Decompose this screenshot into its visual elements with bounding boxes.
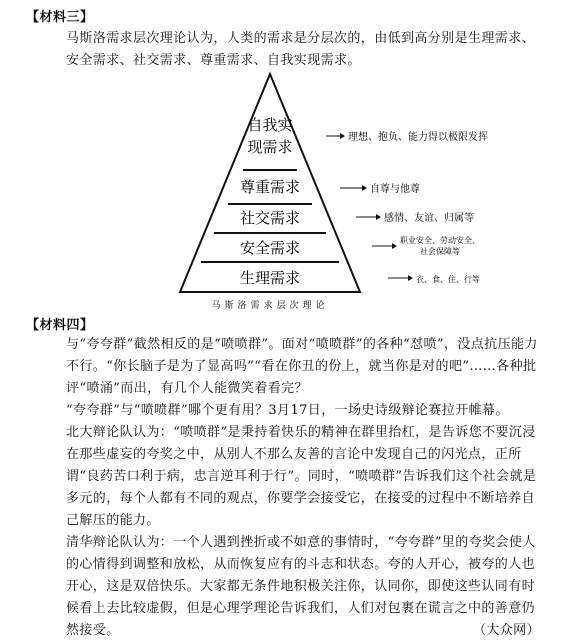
- source-citation: （大众网）: [472, 623, 540, 638]
- material4-heading: 【材料四】: [26, 318, 94, 333]
- level-label: 自我实: [247, 116, 293, 134]
- material4-paragraph: “夸夸群”与“喷喷群”哪个更有用？3月17日，一场史诗级辩论赛拉开帷幕。: [66, 403, 509, 418]
- level-annotation: 感情、友谊、归属等: [384, 213, 474, 224]
- material3-heading: 【材料三】: [26, 10, 94, 25]
- pyramid-caption: 马斯洛需求层次理论: [211, 301, 329, 311]
- material4-paragraph: 与“夸夸群”截然相反的是“喷喷群”。面对“喷喷群”的各种“怼喷”，没点抗压能力不行。“你长脑子是为了显高吗”“看在你丑的份上，就当你是对的吧”……各种批评“喷涌”而出，有几个人能微笑着看完？: [66, 337, 538, 396]
- arrow-head-icon: [340, 133, 345, 139]
- level-annotation: 职业安全、劳动安全、: [400, 236, 480, 245]
- arrow-head-icon: [392, 243, 397, 249]
- material4-paragraph: 北大辩论队认为：“喷喷群”是秉持着快乐的精神在群里抬杠，是告诉您不要沉浸在那些虚妄的夸奖之中，从别人不那么友善的言论中发现自己的闪光点，正所谓“良药苦口利于病，忠言逆耳利于行”。同时，“喷喷群”告诉我们这个社会就是多元的，每个人都有不同的观点，你要学会接受它，在接受的过程中不断培养自己解压的能力。: [66, 425, 537, 528]
- level-annotation: 自尊与他尊: [370, 184, 420, 195]
- arrow-head-icon: [376, 214, 381, 220]
- material4-body: [40, 334, 540, 642]
- material4-paragraph: [40, 532, 540, 642]
- material3-text: 马斯洛需求层次理论认为，人类的需求是分层次的，由低到高分别是生理需求、安全需求、社交需求、尊重需求、自我实现需求。: [66, 31, 536, 68]
- arrow-head-icon: [408, 275, 413, 281]
- level-annotation: 衣、食、住、行等: [416, 275, 480, 284]
- level-label: 安全需求: [239, 239, 301, 257]
- level-label: 社交需求: [239, 209, 301, 227]
- arrow-head-icon: [362, 185, 367, 191]
- level-annotation: 社会保障等: [420, 247, 460, 256]
- material4-paragraph-text: 清华辩论队认为：一个人遇到挫折或不如意的事情时，“夸夸群”里的夸奖会使人的心情得到调整和放松，从而恢复应有的斗志和状态。夸的人开心，被夸的人也开心，这是双倍快乐。大家都无条件地积极关注你，认同你，即使这些认同有时候看上去比较虚假，但是心理学理论告诉我们，人们对包裹在谎言之中的善意仍然接受。: [66, 535, 536, 638]
- level-annotation: 理想、抱负、能力得以极限发挥: [348, 132, 488, 143]
- level-label: 生理需求: [239, 269, 301, 287]
- level-label: 尊重需求: [239, 178, 301, 196]
- level-label: 现需求: [247, 138, 293, 156]
- maslow-pyramid-diagram: [0, 64, 572, 314]
